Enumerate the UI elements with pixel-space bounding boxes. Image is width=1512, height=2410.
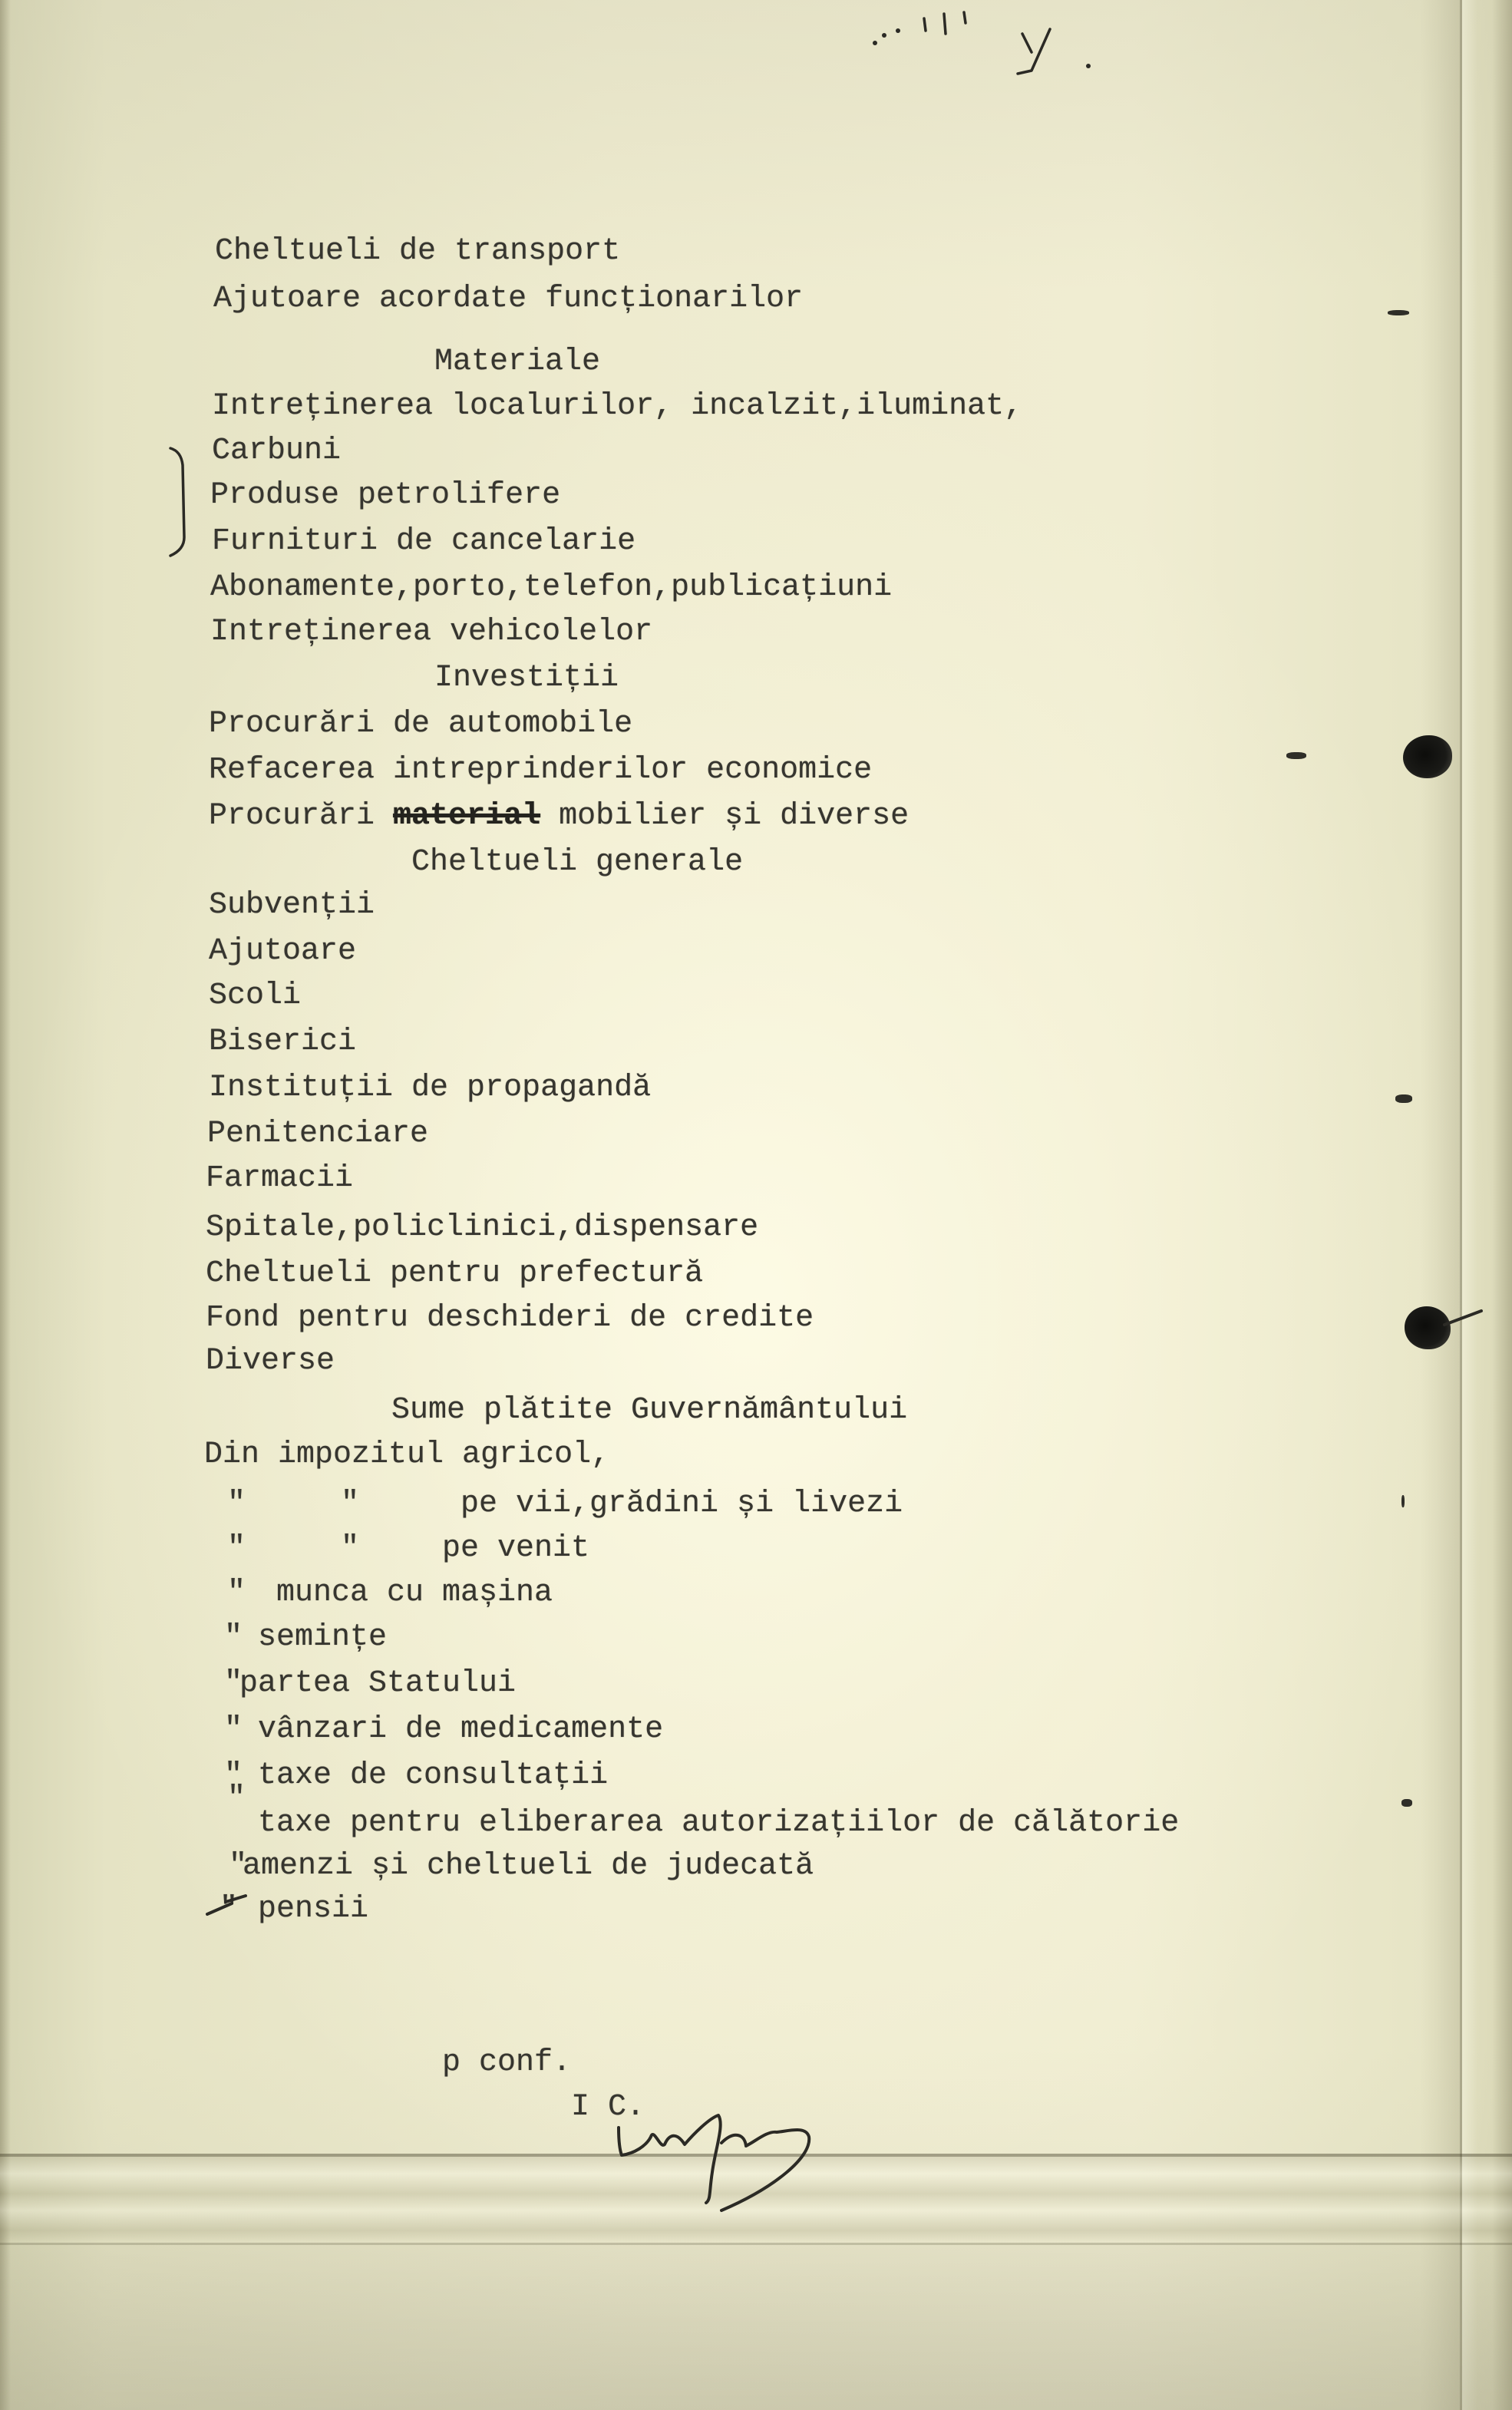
line-cheltueli-transport: Cheltueli de transport bbox=[215, 234, 621, 269]
initials-label: I C. bbox=[571, 2090, 645, 2124]
section-heading-sume-platite: Sume plătite Guvernământului bbox=[391, 1393, 908, 1428]
section-heading-materiale: Materiale bbox=[434, 345, 601, 379]
list-item: Intreținerea vehicolelor bbox=[210, 615, 653, 649]
top-pencil-dot bbox=[873, 41, 877, 45]
list-item: Fond pentru deschideri de credite bbox=[206, 1301, 814, 1335]
list-item: Abonamente,porto,telefon,publicațiuni bbox=[210, 570, 893, 605]
item-text-before: Procurări bbox=[209, 799, 375, 834]
list-item: Farmacii bbox=[206, 1161, 354, 1196]
list-item: Scoli bbox=[209, 979, 302, 1013]
list-item: taxe pentru eliberarea autorizațiilor de călătorie bbox=[258, 1806, 1180, 1841]
ditto-mark: " bbox=[227, 1781, 246, 1816]
list-item: Produse petrolifere bbox=[210, 478, 561, 513]
list-item: partea Statului bbox=[239, 1666, 517, 1701]
list-item: Ajutoare bbox=[209, 934, 357, 969]
list-item: Penitenciare bbox=[207, 1117, 429, 1151]
top-pencil-dot bbox=[896, 28, 900, 33]
list-item: semințe bbox=[258, 1620, 388, 1655]
hole-tear-mark bbox=[1444, 1311, 1481, 1325]
list-item: munca cu mașina bbox=[276, 1576, 553, 1610]
ditto-mark: " bbox=[220, 1892, 239, 1926]
list-item: taxe de consultații bbox=[258, 1758, 609, 1793]
list-item: Furnituri de cancelarie bbox=[212, 524, 636, 559]
section-heading-cheltueli-generale: Cheltueli generale bbox=[411, 845, 744, 880]
list-item: Diverse bbox=[206, 1344, 335, 1378]
list-item: Spitale,policlinici,dispensare bbox=[206, 1210, 759, 1245]
list-item: amenzi și cheltueli de judecată bbox=[243, 1849, 814, 1883]
handwritten-signature bbox=[619, 2115, 809, 2210]
hand-slash-mark bbox=[207, 1896, 246, 1914]
top-pencil-mark bbox=[1018, 29, 1050, 74]
list-item: Subvenții bbox=[209, 888, 375, 923]
top-pencil-dot bbox=[882, 33, 886, 38]
list-item: vânzari de medicamente bbox=[258, 1712, 664, 1747]
list-item: Refacerea intreprinderilor economice bbox=[209, 753, 873, 787]
ditto-mark: " bbox=[224, 1620, 243, 1655]
list-item: Carbuni bbox=[212, 434, 342, 468]
ditto-mark: " bbox=[224, 1712, 243, 1747]
ditto-mark: " bbox=[227, 1531, 246, 1566]
item-text-after: mobilier și diverse bbox=[559, 799, 910, 834]
ditto-mark: " bbox=[341, 1531, 360, 1566]
list-item: pensii bbox=[258, 1892, 369, 1926]
list-item: Instituții de propagandă bbox=[209, 1071, 652, 1105]
ditto-mark: " bbox=[341, 1487, 360, 1521]
list-item: pe vii,grădini și livezi bbox=[461, 1487, 903, 1521]
list-item: Intreținerea localurilor, incalzit,iluminat, bbox=[212, 389, 1023, 424]
list-item: pe venit bbox=[442, 1531, 590, 1566]
ditto-mark: " bbox=[224, 1666, 243, 1701]
margin-bracket-mark bbox=[170, 448, 184, 556]
top-pencil-dot bbox=[1086, 64, 1091, 68]
list-item: Cheltueli pentru prefectură bbox=[206, 1256, 704, 1291]
ditto-mark: " bbox=[224, 1758, 243, 1793]
section-heading-investitii: Investiții bbox=[434, 661, 619, 695]
ditto-mark: " bbox=[227, 1576, 246, 1610]
top-pencil-mark bbox=[924, 12, 966, 34]
line-ajutoare-functionari: Ajutoare acordate funcționarilor bbox=[213, 282, 804, 316]
list-item: Din impozitul agricol, bbox=[204, 1438, 610, 1472]
list-item: Procurări de automobile bbox=[209, 707, 633, 741]
p-conf-label: p conf. bbox=[442, 2045, 572, 2080]
list-item: Biserici bbox=[209, 1025, 357, 1059]
ditto-mark: " bbox=[229, 1849, 248, 1883]
struck-out-word: material bbox=[393, 799, 541, 834]
ditto-mark: " bbox=[227, 1487, 246, 1521]
